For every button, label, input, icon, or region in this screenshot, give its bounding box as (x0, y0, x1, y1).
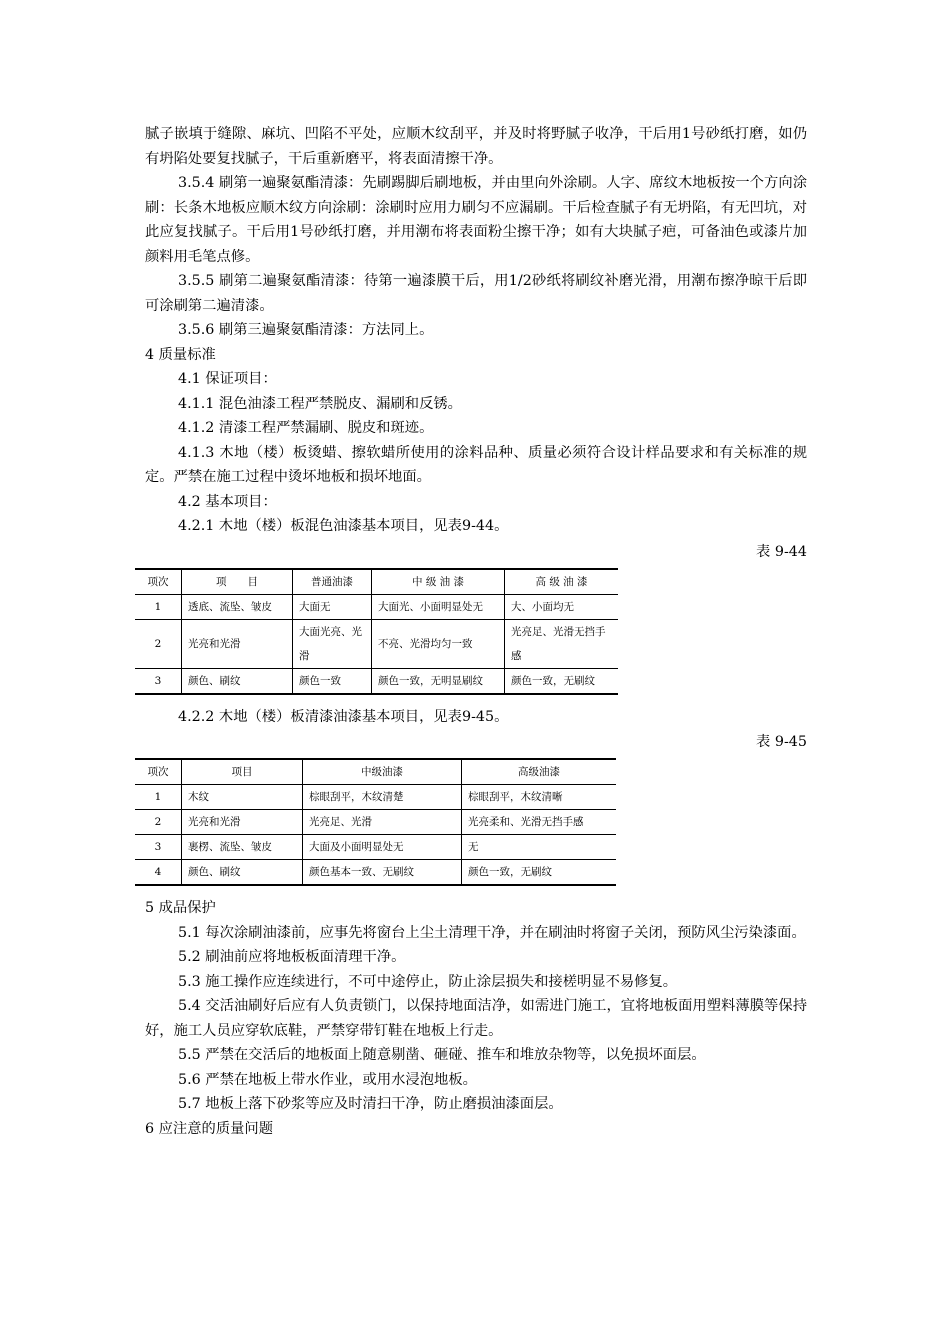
table-cell: 棕眼刮平，木纹清楚 (303, 785, 462, 810)
table-header: 项次 (135, 569, 182, 595)
paragraph: 3.5.4 刷第一遍聚氨酯清漆：先刷踢脚后刷地板，并由里向外涂刷。人字、席纹木地板按一个方向涂刷：长条木地板应顺木纹方向涂刷：涂刷时应用力刷匀不应漏刷。干后检查腻子有无坍陷，有无凹坑，对此应复找腻子。干后用1号砂纸打磨，并用潮布将表面粉尘擦干净；如有大块腻子疤，可备油色或漆片加颜料用毛笔点修。 (145, 175, 807, 265)
table-cell: 2 (135, 619, 182, 668)
table-cell: 颜色基本一致、无刷纹 (303, 860, 462, 886)
paragraph: 4.2 基本项目： (178, 493, 277, 510)
paragraph: 5.3 施工操作应连续进行，不可中途停止，防止涂层损失和接槎明显不易修复。 (178, 973, 678, 990)
table-caption: 表 9-45 (756, 734, 807, 750)
table-cell: 1 (135, 594, 182, 619)
table-caption: 表 9-44 (756, 543, 807, 560)
paragraph: 5.1 每次涂刷油漆前，应事先将窗台上尘土清理干净，并在刷油时将窗子关闭，预防风尘污染漆面。 (178, 924, 806, 941)
table-cell: 裹楞、流坠、皱皮 (182, 835, 303, 860)
table-header: 项目 (182, 759, 303, 785)
table-cell: 棕眼刮平，木纹清晰 (462, 785, 617, 810)
table-cell: 颜色、刷纹 (182, 668, 293, 694)
table-cell: 大面及小面明显处无 (303, 835, 462, 860)
table-cell: 大面光、小面明显处无 (372, 594, 505, 619)
section-heading: 4 质量标准 (145, 346, 216, 363)
table-row (135, 785, 616, 810)
table-row (135, 860, 616, 886)
paragraph: 5.2 刷油前应将地板板面清理干净。 (178, 949, 406, 965)
table-cell: 1 (135, 785, 182, 810)
table-cell: 4 (135, 860, 182, 886)
paragraph: 4.1.3 木地（楼）板烫蜡、擦软蜡所使用的涂料品种、质量必须符合设计样品要求和有关标准的规定。严禁在施工过程中烫坏地板和损坏地面。 (145, 444, 807, 485)
table-row (135, 835, 616, 860)
table-header: 中级油漆 (303, 759, 462, 785)
paragraph: 4.2.1 木地（楼）板混色油漆基本项目，见表9-44。 (178, 518, 509, 534)
table-cell: 2 (135, 810, 182, 835)
paragraph: 5.5 严禁在交活后的地板面上随意剔凿、砸碰、推车和堆放杂物等，以免损坏面层。 (178, 1047, 706, 1063)
table-cell: 3 (135, 835, 182, 860)
document-page (145, 122, 807, 1141)
table-header: 项次 (135, 759, 182, 785)
table-row (135, 619, 618, 668)
table-cell: 大面光亮、光滑 (293, 619, 372, 668)
paragraph: 4.1 保证项目： (178, 371, 277, 387)
table-header: 中 级 油 漆 (372, 569, 505, 595)
section-heading: 5 成品保护 (145, 900, 216, 916)
table-header: 普通油漆 (293, 569, 372, 595)
table-cell: 光亮和光滑 (182, 810, 303, 835)
table-9-44 (135, 568, 618, 695)
paragraph: 腻子嵌填于缝隙、麻坑、凹陷不平处，应顺木纹刮平，并及时将野腻子收净，干后用1号砂纸打磨，如仍有坍陷处要复找腻子，干后重新磨平，将表面清擦干净。 (145, 126, 807, 167)
table-cell: 大面无 (293, 594, 372, 619)
paragraph: 5.4 交活油刷好后应有人负责锁门，以保持地面洁净，如需进门施工，宜将地板面用塑料薄膜等保持好，施工人员应穿软底鞋，严禁穿带钉鞋在地板上行走。 (145, 998, 807, 1039)
table-row (135, 810, 616, 835)
table-header: 高级油漆 (462, 759, 617, 785)
paragraph: 5.7 地板上落下砂浆等应及时清扫干净，防止磨损油漆面层。 (178, 1096, 563, 1112)
table-row (135, 668, 618, 694)
table-cell: 大、小面均无 (505, 594, 619, 619)
table-cell: 光亮足、光滑无挡手感 (505, 619, 619, 668)
paragraph: 4.2.2 木地（楼）板清漆油漆基本项目，见表9-45。 (178, 708, 509, 725)
table-cell: 3 (135, 668, 182, 694)
table-cell: 颜色、刷纹 (182, 860, 303, 886)
table-header: 高 级 油 漆 (505, 569, 619, 595)
paragraph: 3.5.6 刷第三遍聚氨酯清漆：方法同上。 (178, 322, 434, 338)
table-cell: 颜色一致，无刷纹 (462, 860, 617, 886)
table-header: 项 目 (182, 569, 293, 595)
paragraph: 4.1.2 清漆工程严禁漏刷、脱皮和斑迹。 (178, 420, 434, 436)
table-cell: 不亮、光滑均匀一致 (372, 619, 505, 668)
paragraph: 4.1.1 混色油漆工程严禁脱皮、漏刷和反锈。 (178, 395, 462, 412)
table-cell: 无 (462, 835, 617, 860)
table-row (135, 594, 618, 619)
table-cell: 颜色一致，无刷纹 (505, 668, 619, 694)
table-cell: 颜色一致 (293, 668, 372, 694)
table-9-45 (135, 758, 616, 886)
table-cell: 光亮柔和、光滑无挡手感 (462, 810, 617, 835)
table-cell: 颜色一致，无明显刷纹 (372, 668, 505, 694)
section-heading: 6 应注意的质量问题 (145, 1120, 274, 1137)
paragraph: 3.5.5 刷第二遍聚氨酯清漆：待第一遍漆膜干后，用1/2砂纸将刷纹补磨光滑，用潮布擦净晾干后即可涂刷第二遍清漆。 (145, 273, 807, 314)
paragraph: 5.6 严禁在地板上带水作业，或用水浸泡地板。 (178, 1071, 477, 1088)
table-cell: 木纹 (182, 785, 303, 810)
table-cell: 透底、流坠、皱皮 (182, 594, 293, 619)
table-cell: 光亮和光滑 (182, 619, 293, 668)
table-cell: 光亮足、光滑 (303, 810, 462, 835)
